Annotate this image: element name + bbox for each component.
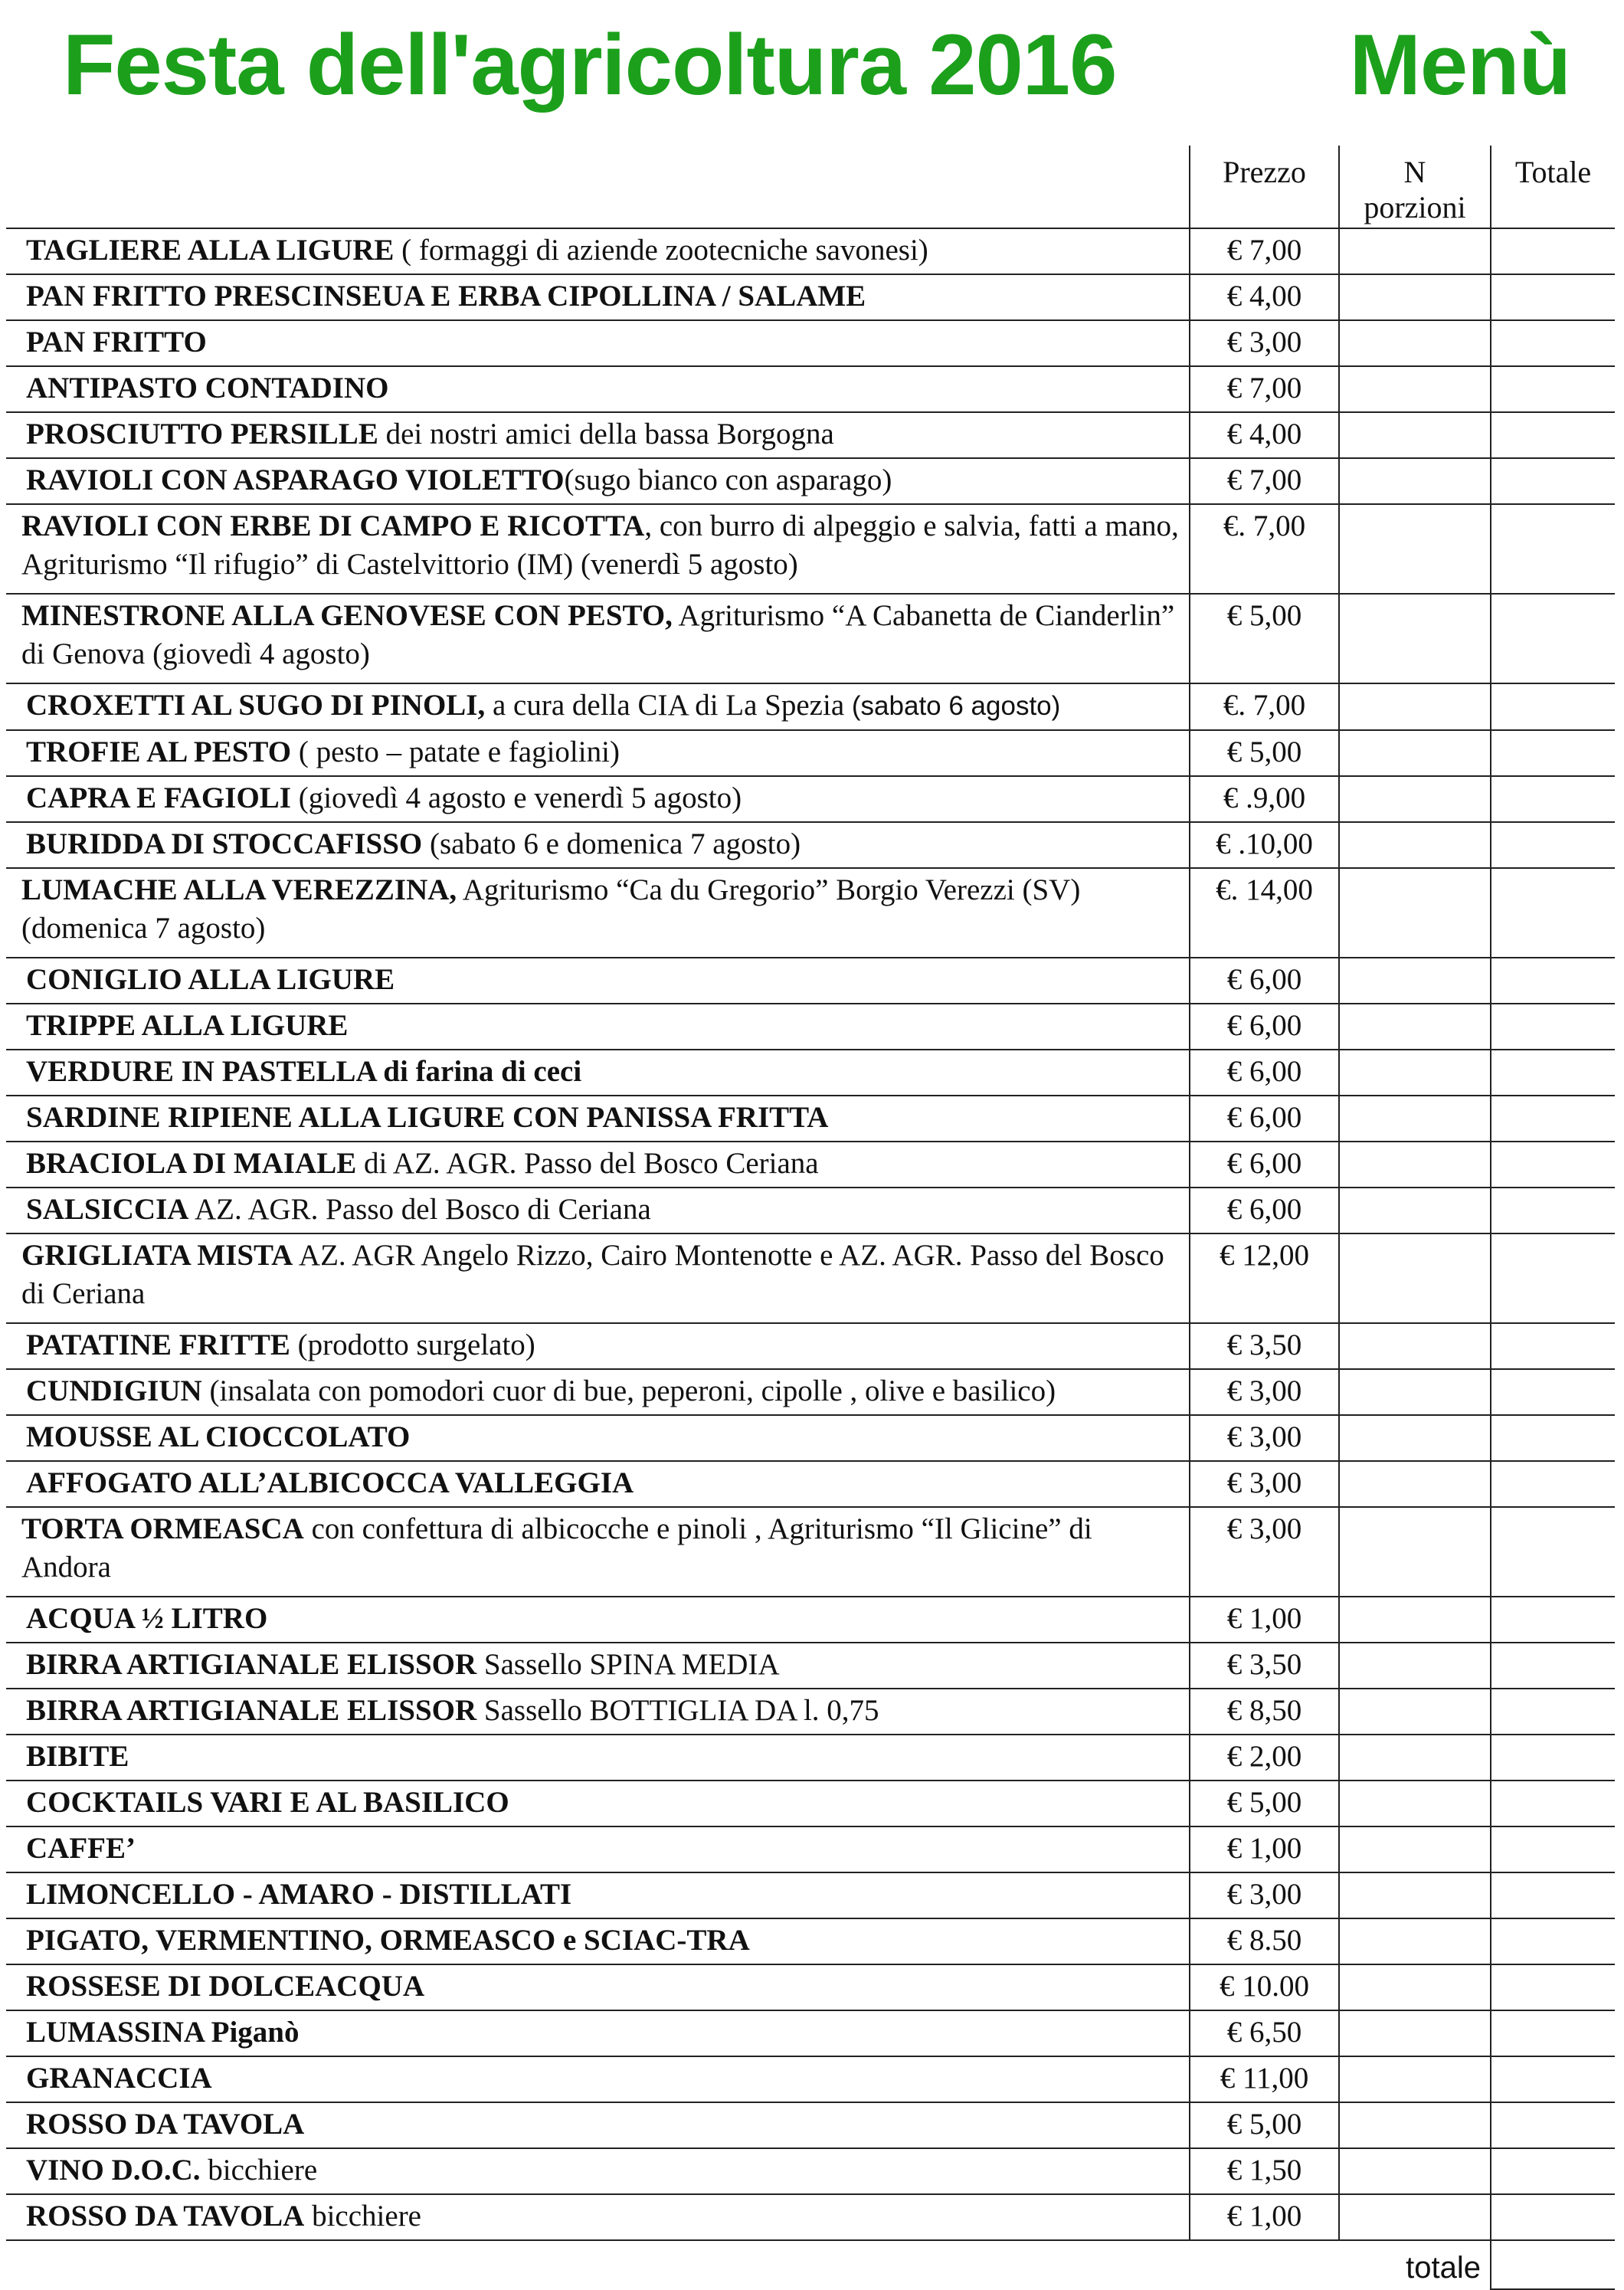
portions-cell[interactable] [1339,1323,1491,1369]
item-description: di AZ. AGR. Passo del Bosco Ceriana [356,1147,819,1180]
row-total-cell[interactable] [1491,366,1615,412]
row-total-cell[interactable] [1491,1507,1615,1597]
row-total-cell[interactable] [1491,2010,1615,2056]
menu-row [6,1872,1615,1918]
menu-item [6,730,1190,776]
menu-body [6,228,1615,2240]
menu-row [6,504,1615,594]
item-name: SARDINE RIPIENE ALLA LIGURE CON PANISSA FRITTA [26,1101,829,1134]
item-name: ROSSO DA TAVOLA [26,2108,305,2141]
item-price: € 10.00 [1190,1964,1339,2010]
item-description: a cura della CIA di La Spezia [485,689,852,722]
portions-cell[interactable] [1339,2148,1491,2194]
item-description: (insalata con pomodori cuor di bue, peperoni, cipolle , olive e basilico) [201,1374,1056,1407]
menu-row [6,1233,1615,1323]
row-total-cell[interactable] [1491,1781,1615,1826]
item-price: € 3,00 [1190,1415,1339,1461]
header-portions-line1: N [1403,155,1426,189]
menu-row [6,1415,1615,1461]
item-price: € 6,00 [1190,1050,1339,1096]
menu-row [6,1050,1615,1096]
portions-cell[interactable] [1339,1735,1491,1781]
row-total-cell[interactable] [1491,958,1615,1004]
item-price: € 6,00 [1190,1142,1339,1188]
item-price: € 1,50 [1190,2148,1339,2194]
header-price: Prezzo [1190,146,1339,228]
menu-item [6,1096,1190,1142]
item-name: TRIPPE ALLA LIGURE [26,1009,349,1042]
row-total-cell[interactable] [1491,1415,1615,1461]
item-name: PROSCIUTTO PERSILLE [26,418,378,450]
item-name: GRIGLIATA MISTA [21,1239,293,1272]
menu-item [6,822,1190,868]
menu-item [6,958,1190,1004]
portions-cell[interactable] [1339,958,1491,1004]
row-total-cell[interactable] [1491,2102,1615,2148]
item-name: CAPRA E FAGIOLI [26,781,291,814]
portions-cell[interactable] [1339,1369,1491,1415]
row-total-cell[interactable] [1491,2148,1615,2194]
item-price: € 1,00 [1190,1597,1339,1643]
menu-item [6,1461,1190,1507]
menu-row [6,1323,1615,1369]
item-name: BIBITE [26,1740,129,1773]
portions-cell[interactable] [1339,1872,1491,1918]
header-portions-line2: porzioni [1364,190,1466,224]
item-description: Agriturismo “A Cabanetta de Cianderlin” di Genova (giovedì 4 agosto) [21,599,1175,670]
menu-item [6,683,1190,730]
item-name: PIGATO, VERMENTINO, ORMEASCO e SCIAC-TRA [26,1924,750,1957]
item-price: € 8,50 [1190,1689,1339,1735]
row-total-cell[interactable] [1491,868,1615,958]
row-total-cell[interactable] [1491,683,1615,730]
menu-item [6,2194,1190,2240]
row-total-cell[interactable] [1491,1735,1615,1781]
item-description: ( pesto – patate e fagiolini) [291,735,620,768]
menu-item [6,366,1190,412]
portions-cell[interactable] [1339,730,1491,776]
item-description: AZ. AGR. Passo del Bosco di Ceriana [188,1193,651,1226]
item-price: € 11,00 [1190,2056,1339,2102]
menu-row [6,1188,1615,1233]
row-total-cell[interactable] [1491,1918,1615,1964]
menu-item [6,776,1190,822]
item-name: TROFIE AL PESTO [26,735,292,768]
item-name: CONIGLIO ALLA LIGURE [26,963,395,996]
item-price: € 3,00 [1190,1507,1339,1597]
item-price: € 6,00 [1190,958,1339,1004]
item-name: PATATINE FRITTE [26,1328,290,1361]
item-price: € 3,00 [1190,1872,1339,1918]
menu-row [6,1964,1615,2010]
row-total-cell[interactable] [1491,504,1615,594]
item-price: € 4,00 [1190,412,1339,458]
item-name: ROSSESE DI DOLCEACQUA [26,1970,425,2003]
item-name: AFFOGATO ALL’ALBICOCCA VALLEGGIA [26,1466,634,1499]
menu-row [6,2056,1615,2102]
item-price: € .9,00 [1190,776,1339,822]
menu-row [6,730,1615,776]
menu-item [6,1004,1190,1050]
item-name: LIMONCELLO - AMARO - DISTILLATI [26,1878,572,1911]
row-total-cell[interactable] [1491,1872,1615,1918]
item-price: € 6,00 [1190,1004,1339,1050]
menu-row [6,412,1615,458]
item-price: € 12,00 [1190,1233,1339,1323]
menu-row [6,2102,1615,2148]
item-name: GRANACCIA [26,2062,212,2095]
portions-cell[interactable] [1339,274,1491,320]
item-price: € 8.50 [1190,1918,1339,1964]
item-price: € 5,00 [1190,1781,1339,1826]
item-price: € 7,00 [1190,228,1339,274]
header-portions [1339,146,1491,228]
item-name: MINESTRONE ALLA GENOVESE CON PESTO, [21,599,673,632]
item-name: PAN FRITTO PRESCINSEUA E ERBA CIPOLLINA / SALAME [26,280,866,313]
item-price: € 6,00 [1190,1188,1339,1233]
menu-item [6,1323,1190,1369]
menu-item [6,1415,1190,1461]
portions-cell[interactable] [1339,1050,1491,1096]
portions-cell[interactable] [1339,320,1491,366]
grand-total-cell[interactable] [1491,2240,1615,2289]
row-total-cell[interactable] [1491,1323,1615,1369]
item-description: ( formaggi di aziende zootecniche savonesi) [394,234,928,267]
menu-item [6,1781,1190,1826]
portions-cell[interactable] [1339,366,1491,412]
menu-item [6,1369,1190,1415]
item-name: LUMACHE ALLA VEREZZINA, [21,873,457,906]
menu-row [6,1507,1615,1597]
item-price: € 1,00 [1190,1826,1339,1872]
row-total-cell[interactable] [1491,1004,1615,1050]
menu-row [6,2148,1615,2194]
item-price: € 3,00 [1190,320,1339,366]
menu-row [6,1643,1615,1689]
item-price: € 1,00 [1190,2194,1339,2240]
row-total-cell[interactable] [1491,1826,1615,1872]
menu-item [6,868,1190,958]
row-total-cell[interactable] [1491,1369,1615,1415]
menu-label: Menù [1349,17,1570,113]
row-total-cell[interactable] [1491,1643,1615,1689]
item-name: TAGLIERE ALLA LIGURE [26,234,395,267]
portions-cell[interactable] [1339,2102,1491,2148]
menu-row [6,958,1615,1004]
item-name: ROSSO DA TAVOLA [26,2200,305,2233]
row-total-cell[interactable] [1491,2194,1615,2240]
menu-row [6,1369,1615,1415]
menu-item [6,2148,1190,2194]
portions-cell[interactable] [1339,228,1491,274]
item-name: ANTIPASTO CONTADINO [26,372,389,405]
item-description: (giovedì 4 agosto e venerdì 5 agosto) [290,781,742,814]
item-name: ACQUA ½ LITRO [26,1602,268,1635]
row-total-cell[interactable] [1491,412,1615,458]
portions-cell[interactable] [1339,2010,1491,2056]
item-name: RAVIOLI CON ERBE DI CAMPO E RICOTTA [21,509,645,542]
menu-row [6,822,1615,868]
item-name: BIRRA ARTIGIANALE ELISSOR [26,1648,477,1681]
item-name: VINO D.O.C. [26,2154,201,2187]
item-description: (sabato 6 e domenica 7 agosto) [422,827,801,860]
menu-item [6,1872,1190,1918]
menu-item [6,1826,1190,1872]
row-total-cell[interactable] [1491,458,1615,504]
row-total-cell[interactable] [1491,1142,1615,1188]
menu-item [6,1597,1190,1643]
item-price: €. 7,00 [1190,683,1339,730]
menu-row [6,1918,1615,1964]
item-date-note: (sabato 6 agosto) [851,691,1061,721]
portions-cell[interactable] [1339,1597,1491,1643]
menu-row [6,2194,1615,2240]
header-total: Totale [1491,146,1615,228]
portions-cell[interactable] [1339,1096,1491,1142]
menu-item [6,2102,1190,2148]
item-price: € 6,00 [1190,1096,1339,1142]
row-total-cell[interactable] [1491,1461,1615,1507]
menu-row [6,1826,1615,1872]
total-label: totale [1406,2251,1481,2285]
menu-row [6,1096,1615,1142]
menu-row [6,1735,1615,1781]
item-description: (sugo bianco con asparago) [564,464,892,496]
menu-row [6,868,1615,958]
menu-row [6,594,1615,683]
portions-cell[interactable] [1339,1643,1491,1689]
row-total-cell[interactable] [1491,274,1615,320]
row-total-cell[interactable] [1491,776,1615,822]
row-total-cell[interactable] [1491,1964,1615,2010]
item-description: di farina di ceci [375,1055,582,1088]
portions-cell[interactable] [1339,2056,1491,2102]
item-price: € 5,00 [1190,2102,1339,2148]
menu-row [6,1689,1615,1735]
menu-item [6,1050,1190,1096]
row-total-cell[interactable] [1491,2056,1615,2102]
menu-item [6,228,1190,274]
menu-table [6,146,1615,2290]
menu-item [6,1735,1190,1781]
row-total-cell[interactable] [1491,320,1615,366]
item-description: Sassello SPINA MEDIA [476,1648,780,1681]
item-name: CUNDIGIUN [26,1374,202,1407]
menu-row [6,1781,1615,1826]
portions-cell[interactable] [1339,1233,1491,1323]
item-name: TORTA ORMEASCA [21,1512,304,1545]
portions-cell[interactable] [1339,868,1491,958]
item-description: dei nostri amici della bassa Borgogna [378,418,834,450]
menu-item [6,1142,1190,1188]
menu-row [6,274,1615,320]
item-description: bicchiere [304,2200,421,2233]
item-name: SALSICCIA [26,1193,189,1226]
portions-cell[interactable] [1339,1964,1491,2010]
item-price: € .10,00 [1190,822,1339,868]
item-name: BIRRA ARTIGIANALE ELISSOR [26,1694,477,1727]
menu-item [6,1918,1190,1964]
item-price: € 3,00 [1190,1461,1339,1507]
portions-cell[interactable] [1339,412,1491,458]
menu-item [6,504,1190,594]
item-price: €. 7,00 [1190,504,1339,594]
item-description: , con burro di alpeggio e salvia, fatti a mano, Agriturismo “Il rifugio” di Castelvittorio (IM) (venerdì 5 agosto) [21,509,1179,581]
item-price: € 4,00 [1190,274,1339,320]
portions-cell[interactable] [1339,1142,1491,1188]
item-name: BURIDDA DI STOCCAFISSO [26,827,423,860]
header-item [6,146,1190,228]
menu-item [6,412,1190,458]
row-total-cell[interactable] [1491,1188,1615,1233]
item-price: € 3,50 [1190,1323,1339,1369]
row-total-cell[interactable] [1491,1689,1615,1735]
menu-item [6,1643,1190,1689]
menu-row [6,366,1615,412]
item-price: € 3,00 [1190,1369,1339,1415]
menu-item [6,274,1190,320]
row-total-cell[interactable] [1491,1096,1615,1142]
item-name: BRACIOLA DI MAIALE [26,1147,357,1180]
menu-row [6,1461,1615,1507]
table-header-row [6,146,1615,228]
item-price: € 5,00 [1190,594,1339,683]
row-total-cell[interactable] [1491,228,1615,274]
item-price: € 7,00 [1190,458,1339,504]
item-description: Agriturismo “Ca du Gregorio” Borgio Verezzi (SV) (domenica 7 agosto) [21,873,1081,945]
menu-row [6,458,1615,504]
portions-cell[interactable] [1339,1415,1491,1461]
portions-cell[interactable] [1339,1004,1491,1050]
item-name: PAN FRITTO [26,326,207,359]
item-name: RAVIOLI CON ASPARAGO VIOLETTO [26,464,565,496]
menu-row [6,1597,1615,1643]
menu-item [6,1689,1190,1735]
menu-item [6,320,1190,366]
menu-item [6,2056,1190,2102]
row-total-cell[interactable] [1491,594,1615,683]
portions-cell[interactable] [1339,1507,1491,1597]
row-total-cell[interactable] [1491,1597,1615,1643]
item-price: € 5,00 [1190,730,1339,776]
row-total-cell[interactable] [1491,730,1615,776]
item-name: VERDURE IN PASTELLA [26,1055,376,1088]
portions-cell[interactable] [1339,776,1491,822]
portions-cell[interactable] [1339,822,1491,868]
item-name: LUMASSINA Piganò [26,2016,300,2049]
item-price: € 2,00 [1190,1735,1339,1781]
total-row [6,2240,1615,2289]
portions-cell[interactable] [1339,458,1491,504]
portions-cell[interactable] [1339,2194,1491,2240]
menu-row [6,228,1615,274]
item-price: €. 14,00 [1190,868,1339,958]
row-total-cell[interactable] [1491,1233,1615,1323]
item-price: € 3,50 [1190,1643,1339,1689]
menu-item [6,2010,1190,2056]
item-name: COCKTAILS VARI E AL BASILICO [26,1786,509,1819]
menu-row [6,320,1615,366]
item-description: con confettura di albicocche e pinoli , Agriturismo “Il Glicine” di Andora [21,1512,1092,1584]
item-description: AZ. AGR Angelo Rizzo, Cairo Montenotte e AZ. AGR. Passo del Bosco di Ceriana [21,1239,1164,1310]
item-description: bicchiere [200,2154,318,2187]
menu-item [6,1507,1190,1597]
menu-row [6,776,1615,822]
portions-cell[interactable] [1339,1188,1491,1233]
menu-row [6,683,1615,730]
page-title: Festa dell'agricoltura 2016 [63,17,1117,113]
item-price: € 6,50 [1190,2010,1339,2056]
menu-item [6,1964,1190,2010]
portions-cell[interactable] [1339,594,1491,683]
row-total-cell[interactable] [1491,822,1615,868]
menu-item [6,1233,1190,1323]
menu-row [6,1004,1615,1050]
portions-cell[interactable] [1339,1689,1491,1735]
item-description: (prodotto surgelato) [290,1328,535,1361]
item-description: Sassello BOTTIGLIA DA l. 0,75 [476,1694,879,1727]
portions-cell[interactable] [1339,1781,1491,1826]
menu-item [6,458,1190,504]
item-name: MOUSSE AL CIOCCOLATO [26,1420,411,1453]
menu-row [6,2010,1615,2056]
menu-row [6,1142,1615,1188]
menu-item [6,1188,1190,1233]
row-total-cell[interactable] [1491,1050,1615,1096]
item-name: CROXETTI AL SUGO DI PINOLI, [26,689,486,722]
item-name: CAFFE’ [26,1832,136,1865]
item-price: € 7,00 [1190,366,1339,412]
menu-item [6,594,1190,683]
portions-cell[interactable] [1339,504,1491,594]
portions-cell[interactable] [1339,1826,1491,1872]
portions-cell[interactable] [1339,1918,1491,1964]
portions-cell[interactable] [1339,683,1491,730]
portions-cell[interactable] [1339,1461,1491,1507]
